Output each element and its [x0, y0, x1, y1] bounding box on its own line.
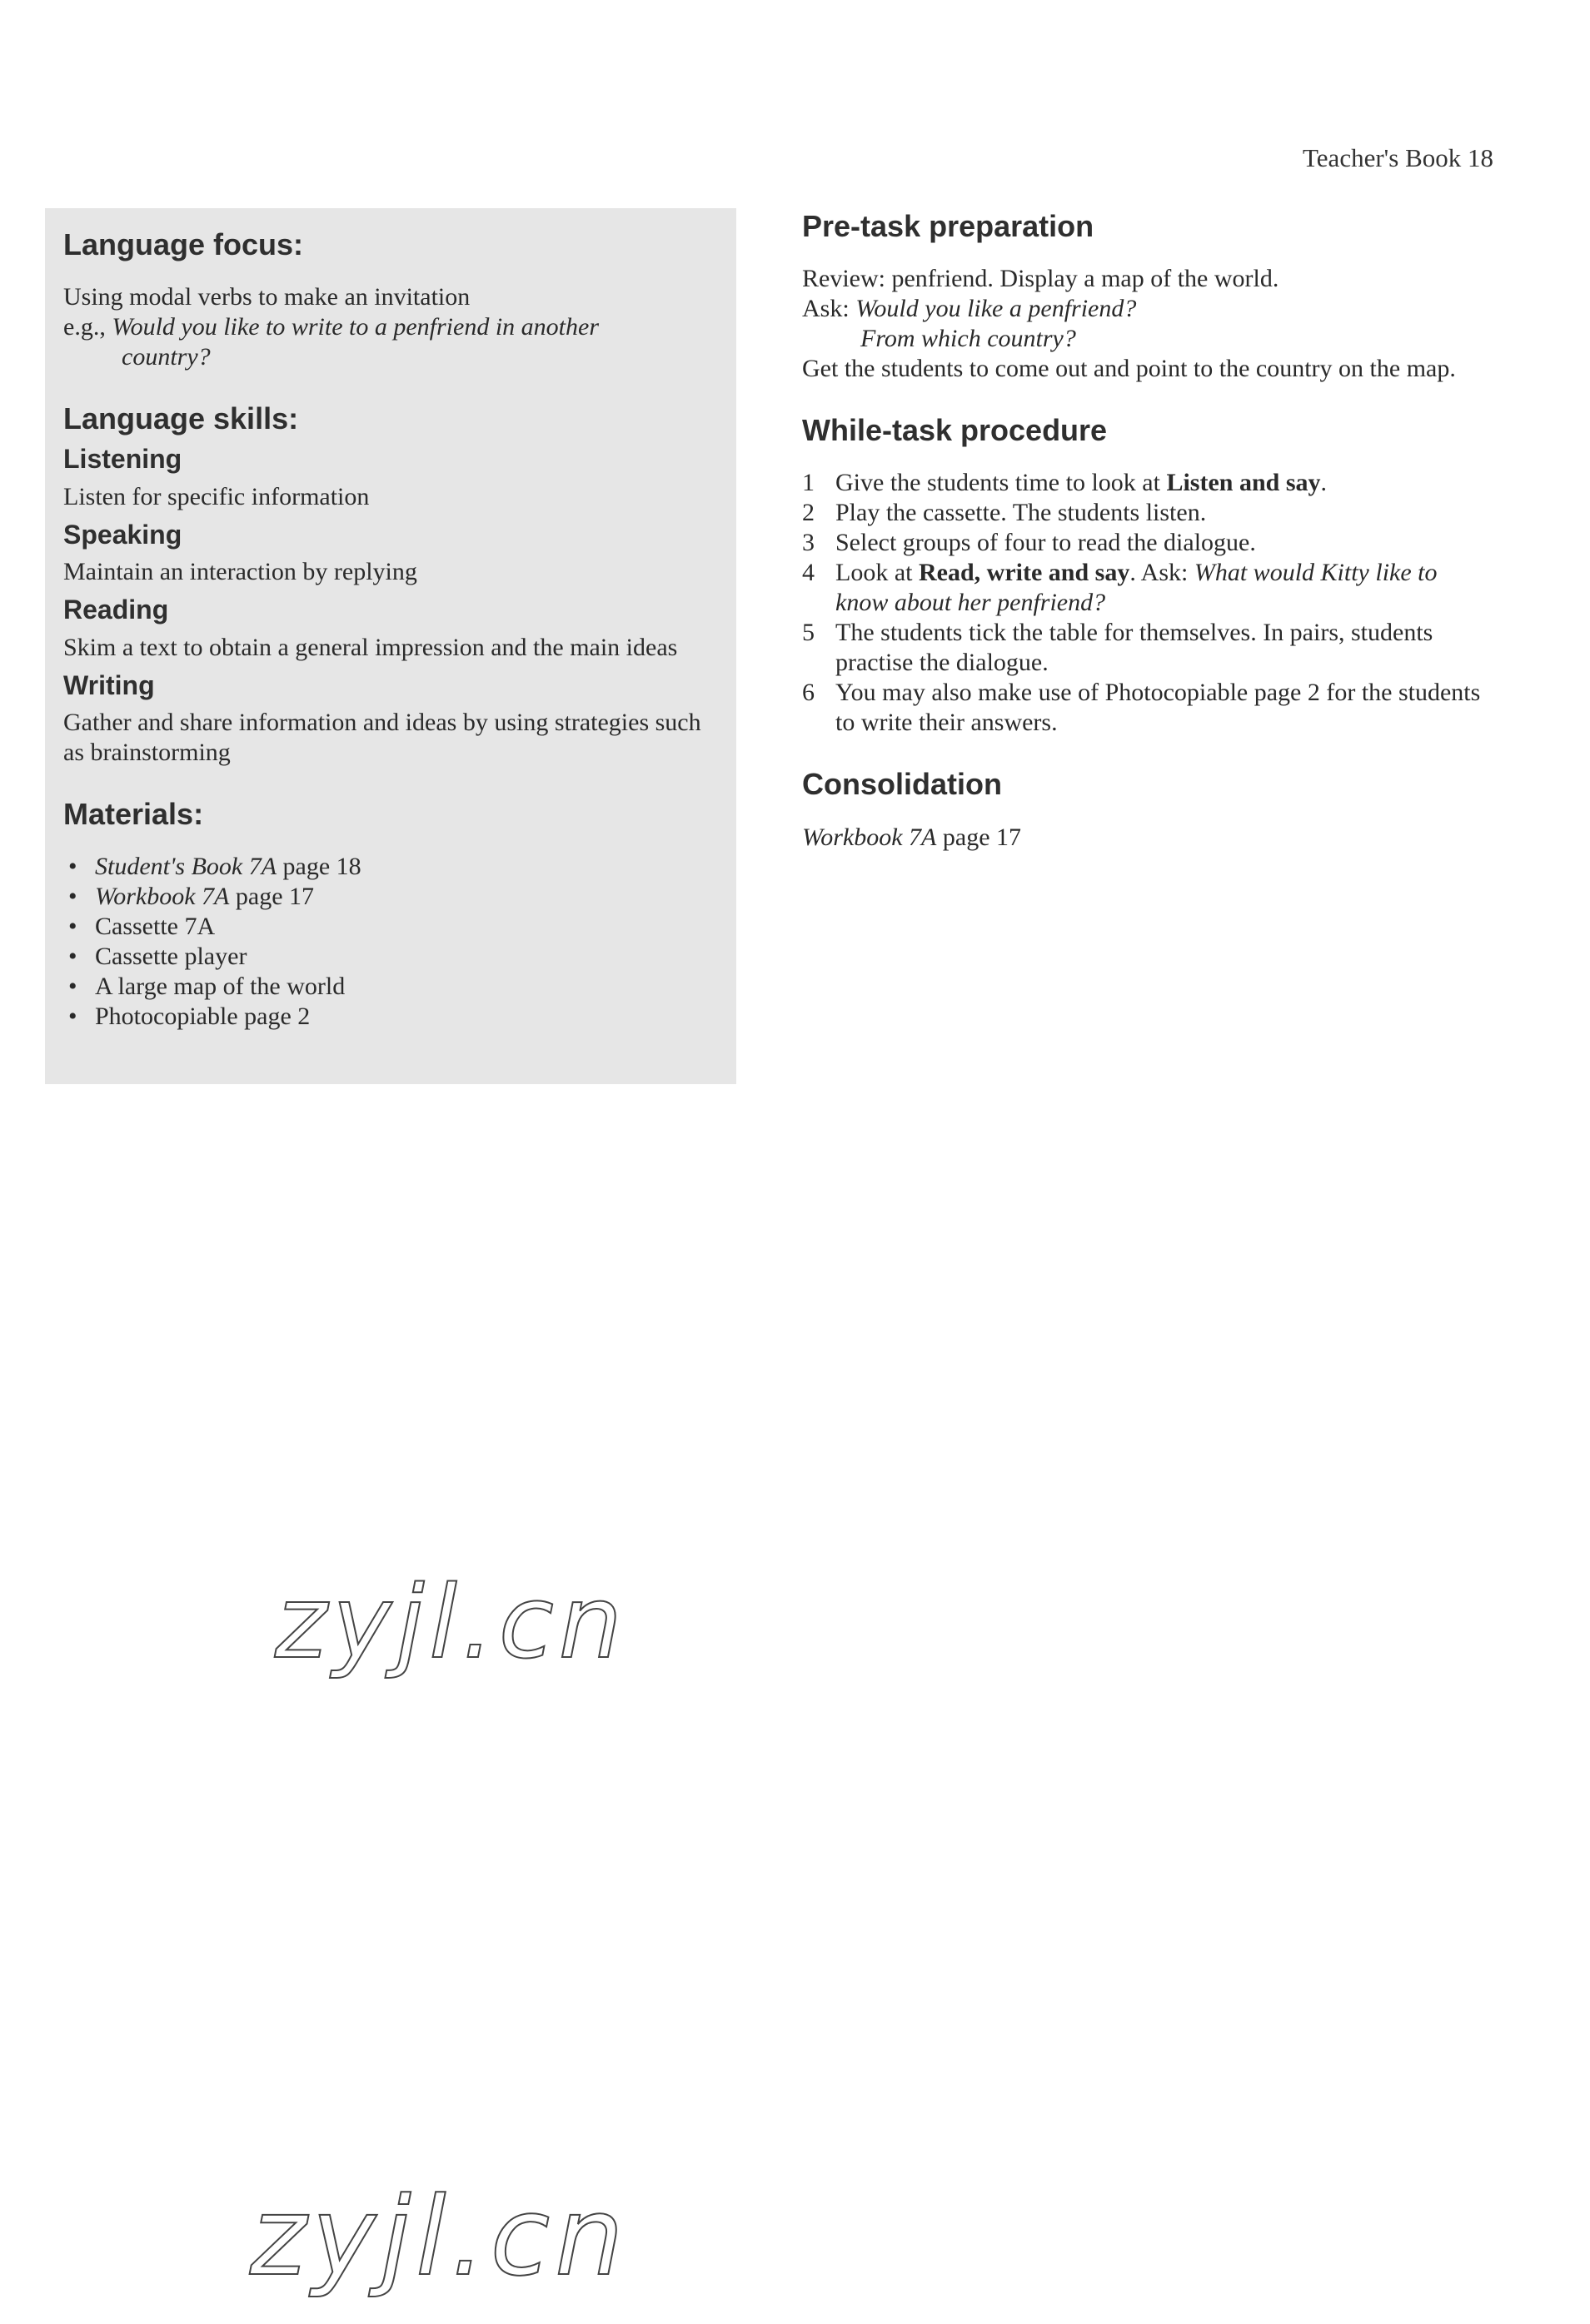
language-focus-example: e.g., Would you like to write to a penfriend in another — [63, 313, 599, 341]
writing-text: Gather and share information and ideas by using strategies such as brainstorming — [63, 708, 701, 766]
pre-task-heading: Pre-task preparation — [802, 209, 1094, 243]
procedure-steps — [802, 468, 1493, 738]
materials-heading: Materials: — [63, 796, 204, 831]
list-item: • Photocopiable page 2 — [63, 1002, 716, 1032]
lesson-overview-panel — [45, 208, 736, 1084]
pre-task-ask-cont: From which country? — [860, 325, 1076, 353]
while-task-heading: While-task procedure — [802, 413, 1108, 448]
watermark-logo: zyjl.cn — [250, 2173, 629, 2300]
language-skills-heading: Language skills: — [63, 401, 299, 436]
list-item: 5 The students tick the table for themselves. In pairs, students practise the dialogue. — [802, 619, 1433, 677]
list-item: 1 Give the students time to look at Listen and say. — [802, 469, 1328, 497]
list-item: 3 Select groups of four to read the dialogue. — [802, 529, 1256, 557]
language-focus-example-cont: country? — [122, 343, 211, 371]
pre-task-activity: Get the students to come out and point to the country on the map. — [802, 355, 1456, 383]
page-header: Teacher's Book 18 — [1303, 143, 1493, 172]
materials-list — [63, 852, 716, 1032]
procedure-column — [802, 208, 1493, 853]
list-item: • Cassette player — [63, 942, 716, 972]
language-focus-heading: Language focus: — [63, 227, 304, 261]
list-item: • Student's Book 7A page 18 — [63, 852, 716, 882]
list-item: 6 You may also make use of Photocopiable page 2 for the students to write their answers. — [802, 679, 1481, 737]
reading-text: Skim a text to obtain a general impression and the main ideas — [63, 633, 678, 661]
writing-heading: Writing — [63, 669, 155, 700]
consolidation-heading: Consolidation — [802, 767, 1002, 802]
listening-text: Listen for specific information — [63, 482, 370, 510]
list-item: • Cassette 7A — [63, 912, 716, 942]
reading-heading: Reading — [63, 595, 169, 625]
listening-heading: Listening — [63, 444, 182, 475]
pre-task-ask: Ask: Would you like a penfriend? — [802, 295, 1137, 323]
list-item: 2 Play the cassette. The students listen. — [802, 499, 1207, 527]
language-focus-text: Using modal verbs to make an invitation — [63, 283, 471, 311]
speaking-text: Maintain an interaction by replying — [63, 558, 417, 586]
pre-task-review: Review: penfriend. Display a map of the world. — [802, 265, 1279, 293]
list-item: 4 Look at Read, write and say. Ask: What would Kitty like to know about her penfriend? — [802, 559, 1438, 617]
list-item: • A large map of the world — [63, 972, 716, 1002]
watermark-logo: zyjl.cn — [275, 1565, 627, 1681]
list-item: • Workbook 7A page 17 — [63, 882, 716, 912]
speaking-heading: Speaking — [63, 519, 182, 550]
consolidation-text: Workbook 7A page 17 — [802, 823, 1022, 851]
